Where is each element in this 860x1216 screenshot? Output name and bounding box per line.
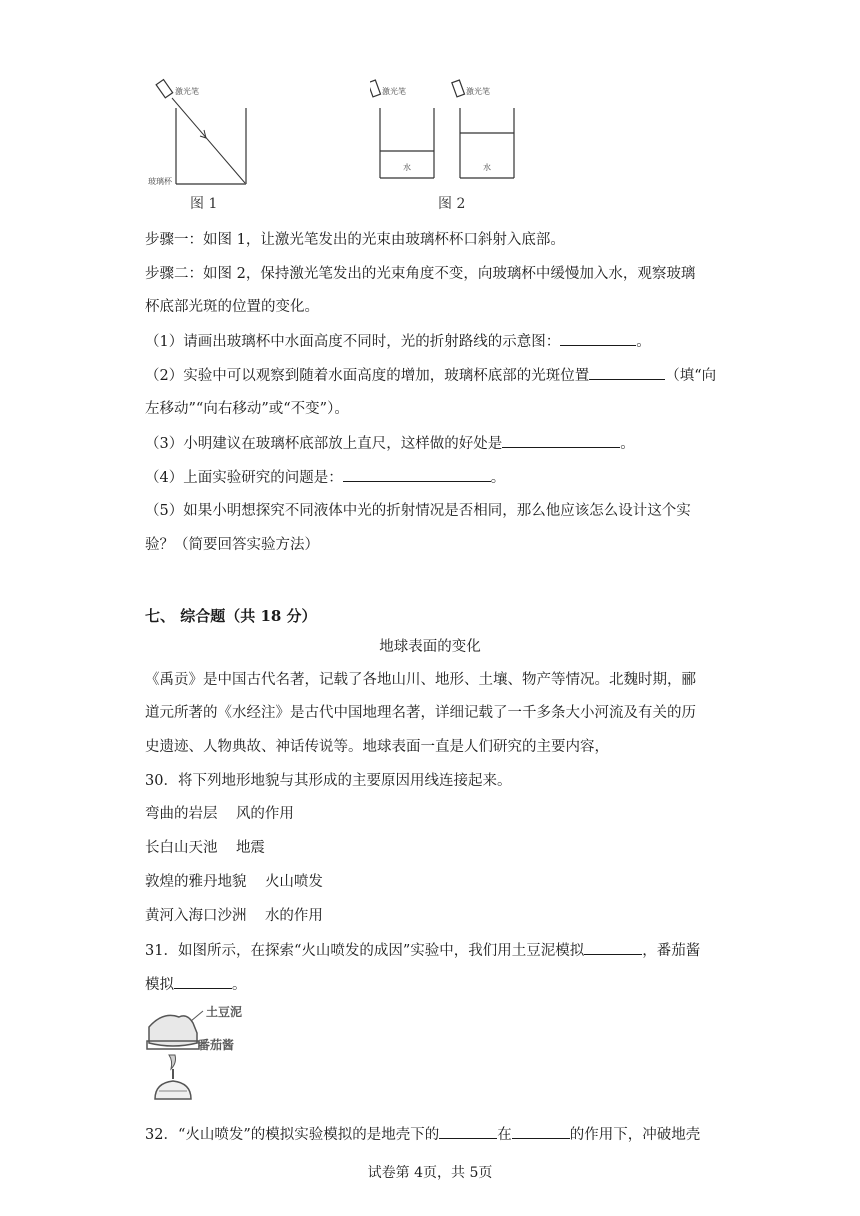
figure-2-water-left: 水	[403, 163, 411, 172]
question-31-end: 。	[232, 977, 247, 993]
question-31	[145, 940, 700, 961]
volcano-label-ketchup: 番茄酱	[198, 1038, 235, 1052]
question-5-line-1: （5）如果小明想探究不同液体中光的折射情况是否相同，那么他应该怎么设计这个实	[145, 503, 691, 519]
question-1-text: （1）请画出玻璃杯中水面高度不同时，光的折射路线的示意图：	[145, 334, 561, 350]
step-1: 步骤一：如图 1，让激光笔发出的光束由玻璃杯杯口斜射入底部。	[145, 232, 565, 248]
question-31-blank-1[interactable]	[584, 940, 642, 955]
question-5-line-2: 验？（简要回答实验方法）	[145, 537, 319, 553]
question-3-end: 。	[620, 436, 635, 452]
question-30: 30．将下列地形地貌与其形成的主要原因用线连接起来。	[145, 773, 512, 789]
question-31-line-2-text: 模拟	[145, 977, 174, 993]
question-4-blank[interactable]	[343, 467, 491, 482]
pair-right: 风的作用	[235, 806, 294, 822]
step-2-line-1: 步骤二：如图 2，保持激光笔发出的光束角度不变，向玻璃杯中缓慢加入水，观察玻璃	[145, 266, 696, 282]
step-2-line-2: 杯底部光斑的位置的变化。	[145, 299, 319, 315]
figure-1-cup-label: 玻璃杯	[148, 177, 172, 186]
question-31-text: 31．如图所示，在探索“火山喷发的成因”实验中，我们用土豆泥模拟	[145, 943, 585, 959]
question-32-blank-2[interactable]	[512, 1124, 570, 1139]
question-31-blank-2[interactable]	[174, 974, 232, 989]
question-32-end: 的作用下，冲破地壳	[569, 1127, 701, 1143]
pair-left: 敦煌的雅丹地貌	[145, 874, 247, 890]
question-4-text: （4）上面实验研究的问题是：	[145, 470, 343, 486]
question-1-end: 。	[636, 334, 651, 350]
passage-line-2: 道元所著的《水经注》是古代中国地理名著，详细记载了一千多条大小河流及有关的历	[145, 705, 696, 721]
question-2-line-2: 左移动”“向右移动”或“不变”）。	[145, 401, 349, 417]
figure-1-caption: 图 1	[190, 196, 218, 212]
figure-2-caption: 图 2	[438, 196, 466, 212]
pair-left: 长白山天池	[145, 840, 218, 856]
question-32-blank-1[interactable]	[439, 1124, 497, 1139]
question-32-text: 32．“火山喷发”的模拟实验模拟的是地壳下的	[145, 1127, 440, 1143]
pair-right: 水的作用	[264, 908, 323, 924]
question-2	[145, 365, 716, 386]
figure-2-pen-label-left: 激光笔	[382, 87, 406, 96]
question-31-line-2	[145, 974, 247, 995]
pair-row	[145, 906, 323, 926]
question-1-blank[interactable]	[560, 331, 636, 346]
passage-line-1: 《禹贡》是中国古代名著，记载了各地山川、地形、土壤、物产等情况。北魏时期，郦	[145, 672, 696, 688]
section-7-heading: 七、 综合题（共 18 分）	[145, 607, 317, 625]
question-3	[145, 433, 635, 454]
question-2-blank[interactable]	[589, 365, 665, 380]
passage-line-3: 史遗迹、人物典故、神话传说等。地球表面一直是人们研究的主要内容，	[145, 739, 609, 755]
question-2-hint: （填“向	[665, 368, 717, 384]
figure-1-drawing	[150, 78, 270, 188]
pair-right: 火山喷发	[264, 874, 323, 890]
question-4	[145, 467, 505, 488]
question-32-mid: 在	[497, 1127, 512, 1143]
question-3-text: （3）小明建议在玻璃杯底部放上直尺，这样做的好处是	[145, 436, 503, 452]
pair-row	[145, 872, 323, 892]
figure-2-pen-label-right: 激光笔	[466, 87, 490, 96]
pair-left: 黄河入海口沙洲	[145, 908, 247, 924]
pair-left: 弯曲的岩层	[145, 806, 218, 822]
pair-row	[145, 804, 294, 824]
figure-2-water-right: 水	[483, 163, 491, 172]
question-1	[145, 331, 651, 352]
question-31-mid: ，番茄酱	[642, 943, 701, 959]
passage-title: 地球表面的变化	[379, 639, 481, 655]
page-footer: 试卷第 4页，共 5页	[367, 1165, 493, 1181]
question-4-end: 。	[490, 470, 506, 486]
question-32	[145, 1124, 700, 1145]
figure-1-pen-label: 激光笔	[175, 87, 199, 96]
pair-right: 地震	[235, 840, 265, 856]
pair-row	[145, 838, 265, 858]
volcano-label-potato: 土豆泥	[206, 1005, 243, 1019]
question-2-text: （2）实验中可以观察到随着水面高度的增加，玻璃杯底部的光斑位置	[145, 368, 590, 384]
question-3-blank[interactable]	[502, 433, 620, 448]
